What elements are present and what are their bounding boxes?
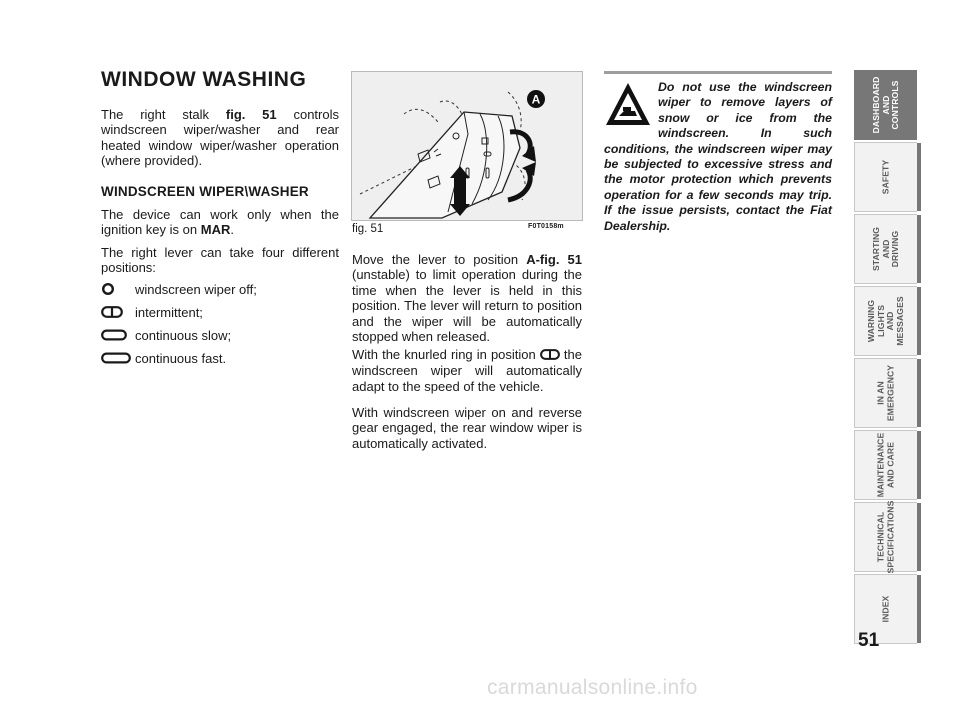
tab-edge — [917, 143, 921, 211]
figure-callout: A — [531, 92, 541, 107]
position-label: continuous slow; — [135, 327, 232, 343]
tab-label: SAFETY — [880, 159, 891, 195]
tab-label: MAINTENANCE AND CARE — [875, 432, 895, 498]
tab-edge — [917, 431, 921, 499]
intro-paragraph — [101, 107, 339, 169]
position-label: continuous fast. — [135, 350, 227, 366]
wiper-stalk-illustration — [352, 72, 582, 220]
intro-text-end: controls windscreen wiper/washer and rear heated window wiper/washer operation (where provided). — [101, 107, 339, 169]
figure-caption: fig. 51 — [352, 223, 384, 235]
tab-label: STARTING AND DRIVING — [870, 226, 900, 272]
warning-rule — [604, 71, 832, 74]
lever-text-end: (unstable) to limit operation during the time when the lever is held in this position. The lever will return to position and the wiper will be automatically stopped when released. — [352, 267, 582, 345]
warning-text: Do not use the windscreen wiper to remove layers of snow or ice from the windscreen. In such conditions, the windscreen wiper may be subjected to excessive stress and the motor protection which prevents operation for a few seconds may trip. If the issue persists, contact the Fiat Dealership. — [604, 80, 832, 233]
figure-code: F0T0158m — [528, 223, 564, 230]
ignition-text-end: . — [230, 222, 234, 238]
lever-text: Move the lever to position — [352, 252, 527, 267]
figure-reference: fig. 51 — [225, 107, 277, 122]
warning-box — [604, 80, 832, 234]
tab-edge — [917, 575, 921, 643]
position-item — [101, 347, 226, 369]
position-label: windscreen wiper off; — [135, 281, 257, 297]
ignition-text: The device can work only when the ignition key is on — [101, 207, 339, 238]
mar-label: MAR — [200, 222, 231, 238]
intro-text: The right stalk — [101, 107, 226, 122]
tab-edge — [917, 287, 921, 355]
tab-label: INDEX — [880, 595, 891, 623]
stalk-figure — [351, 71, 583, 221]
subheading: WINDSCREEN WIPER\WASHER — [101, 184, 309, 199]
tab-warning-lights-and-messages[interactable] — [854, 286, 917, 356]
section-title: WINDOW WASHING — [101, 68, 307, 91]
tab-maintenance-and-care[interactable] — [854, 430, 917, 500]
positions-intro: The right lever can take four different positions: — [101, 245, 339, 276]
position-label: intermittent; — [135, 304, 203, 320]
position-item — [101, 301, 203, 323]
tab-label: TECHNICAL SPECIFICATIONS — [875, 500, 895, 574]
tab-in-an-emergency[interactable] — [854, 358, 917, 428]
tab-edge — [917, 215, 921, 283]
tab-label: DASHBOARD AND CONTROLS — [870, 76, 900, 134]
tab-edge — [917, 503, 921, 571]
knurled-ring-paragraph — [352, 347, 582, 394]
position-item — [101, 324, 231, 346]
ignition-paragraph — [101, 207, 339, 238]
tab-dashboard-and-controls[interactable] — [854, 70, 917, 140]
tab-label: IN AN EMERGENCY — [875, 364, 895, 422]
tab-safety[interactable] — [854, 142, 917, 212]
position-off-icon — [101, 278, 135, 300]
reverse-gear-paragraph: With windscreen wiper on and reverse gear engaged, the rear window wiper is automatically activated. — [352, 405, 582, 451]
page-number: 51 — [858, 630, 880, 651]
position-intermittent-icon — [101, 301, 135, 323]
figure-reference: A-fig. 51 — [526, 252, 582, 267]
position-item — [101, 278, 257, 300]
ring-text-end: the windscreen wiper will automatically adapt to the speed of the vehicle. — [352, 347, 583, 394]
ring-text: With the knurled ring in position — [352, 347, 540, 362]
tab-technical-specifications[interactable] — [854, 502, 917, 572]
lever-position-paragraph — [352, 252, 582, 344]
position-intermittent-icon — [540, 348, 560, 363]
position-continuous-slow-icon — [101, 324, 135, 346]
tab-label: WARNING LIGHTS AND MESSAGES — [866, 296, 905, 346]
tab-starting-and-driving[interactable] — [854, 214, 917, 284]
tab-edge — [917, 359, 921, 427]
position-continuous-fast-icon — [101, 347, 135, 369]
warning-icon — [604, 80, 652, 128]
watermark: carmanualsonline.info — [487, 676, 698, 699]
